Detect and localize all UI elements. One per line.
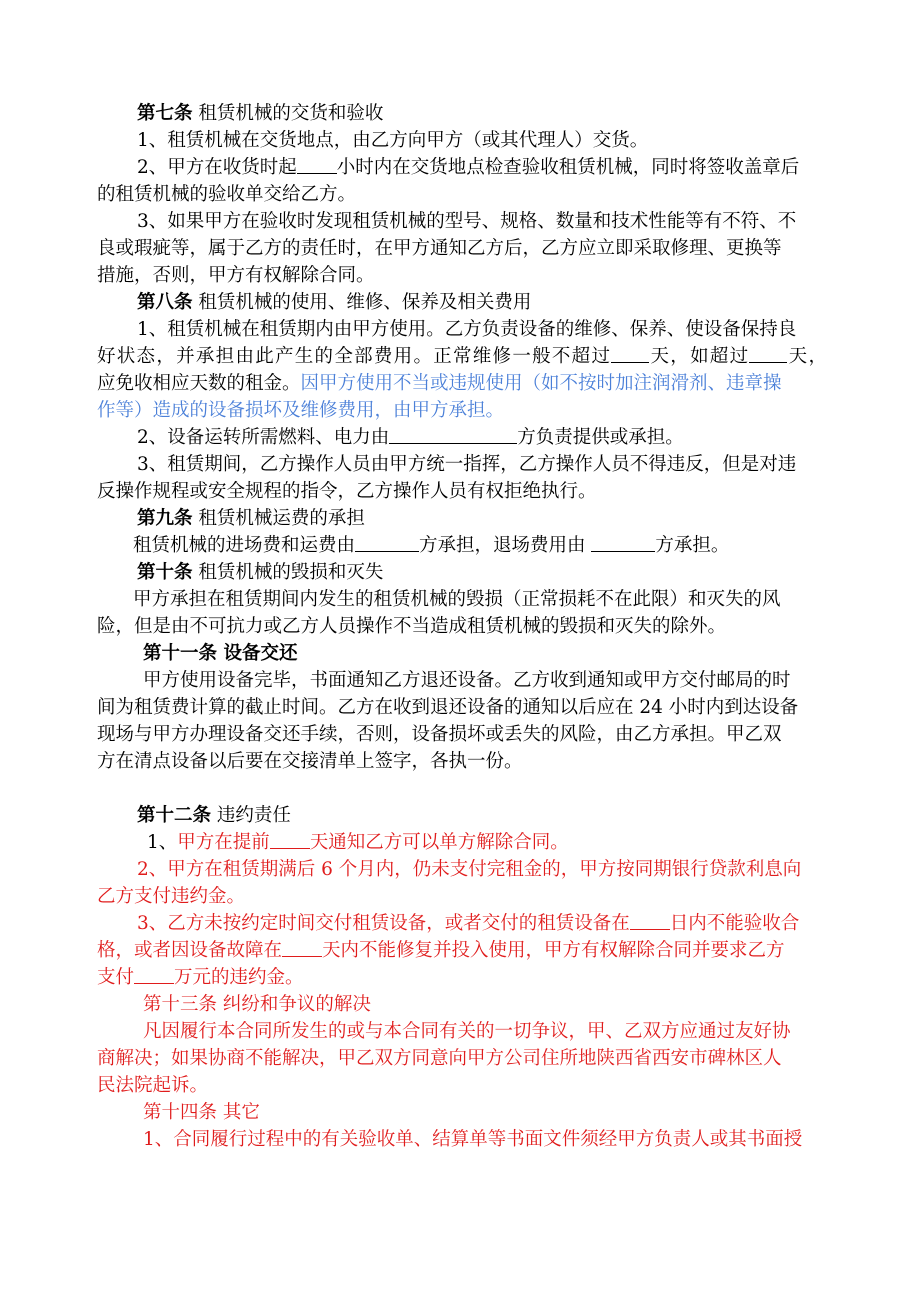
article-12-clause-2-line-2: 乙方支付违约金。 [97,886,246,907]
article-11-clause-line-2: 间为租赁费计算的截止时间。乙方在收到退还设备的通知以后应在 24 小时内到达设备 [97,697,799,718]
article-8-clause-3-line-2: 反操作规程或安全规程的指令，乙方操作人员有权拒绝执行。 [97,481,597,502]
blank-notice-days [270,830,310,849]
blank-days-2 [749,344,787,363]
article-12-clause-2-line-1: 2、甲方在租赁期满后 6 个月内，仍未支付完租金的，甲方按同期银行贷款利息向 [137,859,802,880]
article-9-heading: 租赁机械运费的承担 [192,508,365,529]
article-12-clause-3-line-3: 支付 万元的违约金。 [97,967,304,988]
paragraph-gap [97,775,827,802]
article-11-clause-line-3: 现场与甲方办理设备交还手续，否则，设备损坏或丢失的风险，由乙方承担。甲乙双 [97,724,782,745]
article-9-clause-1: 租赁机械的进场费和运费由 方承担，退场费用由 方承担。 [133,535,730,556]
blank-party-exit [591,533,655,552]
blank-penalty-amount [134,965,174,984]
article-8-clause-2: 2、设备运转所需燃料、电力由 方负责提供或承担。 [137,427,684,448]
blank-repair-days [282,938,322,957]
article-7-clause-1: 1、租赁机械在交货地点，由乙方向甲方（或其代理人）交货。 [137,130,649,151]
article-8-clause-1-line-1: 1、租赁机械在租赁期内由甲方使用。乙方负责设备的维修、保养、使设备保持良 [137,319,797,340]
blank-acceptance-days [630,911,670,930]
article-10-clause-1-line-2: 险，但是由不可抗力或乙方人员操作不当造成租赁机械的毁损和灭失的除外。 [97,616,727,637]
article-10-clause-1-line-1: 甲方承担在租赁期间内发生的租赁机械的毁损（正常损耗不在此限）和灭失的风 [133,589,781,610]
article-10-number: 第十条 [137,562,193,583]
article-8-clause-1-line-2: 好状态，并承担由此产生的全部费用。正常维修一般不超过 天，如超过 天， [97,346,827,367]
article-7-clause-2-line-1: 2、甲方在收货时起 小时内在交货地点检查验收租赁机械，同时将签收盖章后 [137,157,800,178]
article-8-clause-1-line-3: 应免收相应天数的租金。因甲方使用不当或违规使用（如不按时加注润滑剂、违章操 [97,373,782,394]
blank-party-transport [355,533,419,552]
article-8-title [97,289,827,316]
article-11-title: 第十一条 设备交还 [143,643,298,664]
article-13-clause-line-3: 民法院起诉。 [97,1075,209,1096]
article-12-clause-3-line-2: 格，或者因设备故障在 天内不能修复并投入使用，甲方有权解除合同并要求乙方 [97,940,785,961]
article-8-clause-3-line-1: 3、租赁期间，乙方操作人员由甲方统一指挥，乙方操作人员不得违反，但是对违 [137,454,797,475]
article-14-clause-1-line-1: 1、合同履行过程中的有关验收单、结算单等书面文件须经甲方负责人或其书面授 [143,1129,803,1150]
article-7-heading: 租赁机械的交货和验收 [192,103,384,124]
article-7-clause-3-line-1: 3、如果甲方在验收时发现租赁机械的型号、规格、数量和技术性能等有不符、不 [137,211,797,232]
blank-days-1 [611,344,649,363]
article-13-clause-line-2: 商解决；如果协商不能解决，甲乙双方同意向甲方公司住所地陕西省西安市碑林区人 [97,1048,782,1069]
article-8-number: 第八条 [137,292,193,313]
article-8-clause-1-line-4: 作等）造成的设备损坏及维修费用，由甲方承担。 [97,400,505,421]
article-12-heading: 违约责任 [211,805,291,826]
article-9-number: 第九条 [137,508,193,529]
article-12-clause-3-line-1: 3、乙方未按约定时间交付租赁设备，或者交付的租赁设备在 日内不能验收合 [137,913,800,934]
article-13-title: 第十三条 纠纷和争议的解决 [143,994,371,1015]
highlight-blue-text: 因甲方使用不当或违规使用（如不按时加注润滑剂、违章操 [300,373,782,394]
article-9-title [97,505,827,532]
article-7-clause-3-line-2: 良或瑕疵等，属于乙方的责任时，在甲方通知乙方后，乙方应立即采取修理、更换等 [97,238,782,259]
blank-hours [297,155,337,174]
article-13-clause-line-1: 凡因履行本合同所发生的或与本合同有关的一切争议，甲、乙双方应通过友好协 [143,1021,791,1042]
article-7-clause-2-line-2: 的租赁机械的验收单交给乙方。 [97,184,357,205]
article-12-clause-1: 1、甲方在提前 天通知乙方可以单方解除合同。 [147,832,569,853]
article-10-title [97,559,827,586]
article-7-number: 第七条 [137,103,193,124]
article-8-heading: 租赁机械的使用、维修、保养及相关费用 [192,292,532,313]
article-11-clause-line-4: 方在清点设备以后要在交接清单上签字，各执一份。 [97,751,523,772]
article-12-number: 第十二条 [137,805,212,826]
article-7-clause-3-line-3: 措施，否则，甲方有权解除合同。 [97,265,375,286]
article-10-heading: 租赁机械的毁损和灭失 [192,562,384,583]
blank-party-fuel [389,425,517,444]
article-11-clause-line-1: 甲方使用设备完毕，书面通知乙方退还设备。乙方收到通知或甲方交付邮局的时 [143,670,791,691]
article-7-title [97,100,827,127]
article-14-title: 第十四条 其它 [143,1102,260,1123]
article-12-title [97,802,827,829]
contract-page [97,100,827,1153]
